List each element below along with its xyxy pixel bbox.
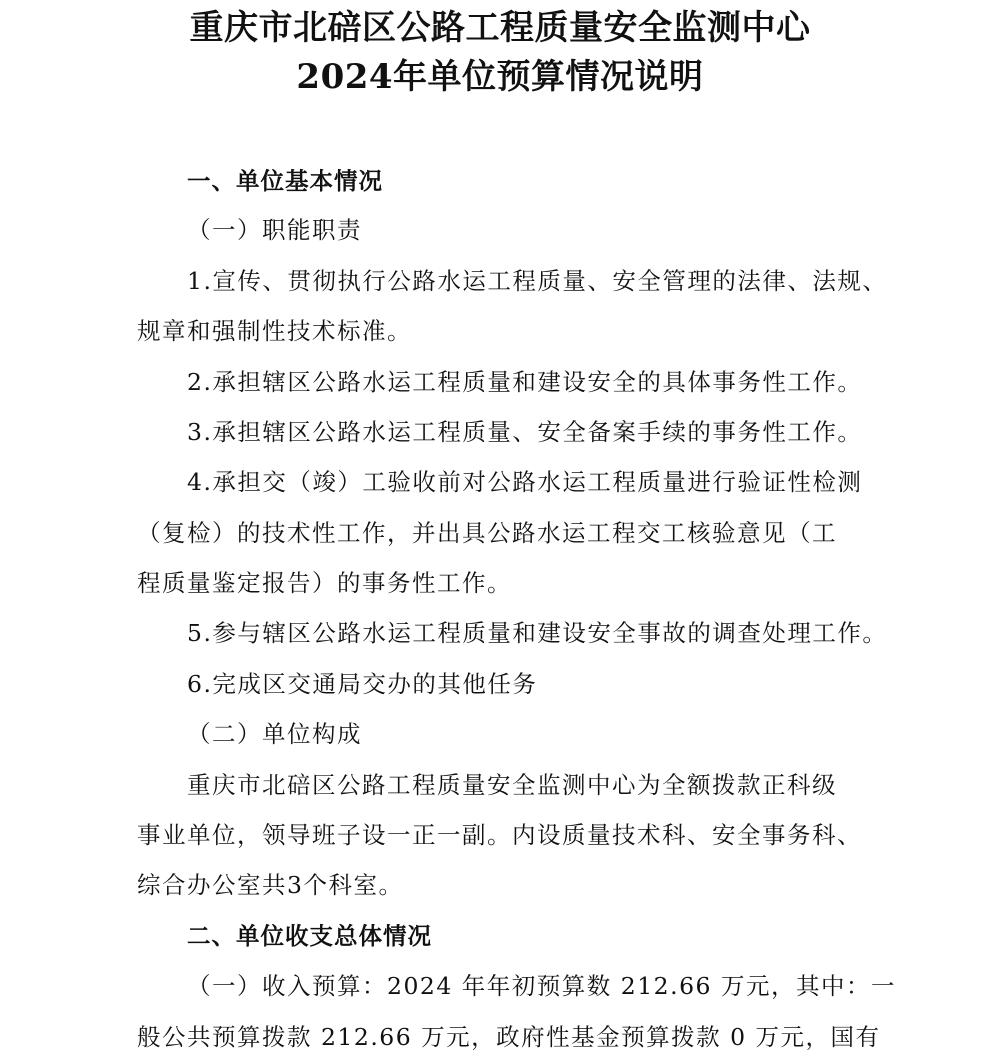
section-heading-income-expenditure: 二、单位收支总体情况 xyxy=(187,922,432,950)
paragraph-line: 5.参与辖区公路水运工程质量和建设安全事故的调查处理工作。 xyxy=(187,619,888,647)
paragraph-line: 6.完成区交通局交办的其他任务 xyxy=(187,670,538,698)
paragraph-line: 3.承担辖区公路水运工程质量、安全备案手续的事务性工作。 xyxy=(187,418,863,446)
paragraph-line: 4.承担交（竣）工验收前对公路水运工程质量进行验证性检测 xyxy=(187,468,863,496)
section-heading-basic-info: 一、单位基本情况 xyxy=(187,167,383,195)
paragraph-line: 2.承担辖区公路水运工程质量和建设安全的具体事务性工作。 xyxy=(187,368,863,396)
subsection-heading-structure: （二）单位构成 xyxy=(187,720,362,748)
paragraph-line: 般公共预算拨款 212.66 万元，政府性基金预算拨款 0 万元，国有 xyxy=(137,1023,881,1051)
paragraph-line: （一）收入预算：2024 年年初预算数 212.66 万元，其中：一 xyxy=(187,972,896,1000)
paragraph-line: 程质量鉴定报告）的事务性工作。 xyxy=(137,569,512,597)
subsection-heading-duties: （一）职能职责 xyxy=(187,216,362,244)
paragraph-line: 规章和强制性技术标准。 xyxy=(137,317,412,345)
paragraph-line: 事业单位，领导班子设一正一副。内设质量技术科、安全事务科、 xyxy=(137,821,862,849)
paragraph-line: （复检）的技术性工作，并出具公路水运工程交工核验意见（工 xyxy=(137,519,837,547)
document-title-line-1: 重庆市北碚区公路工程质量安全监测中心 xyxy=(189,8,811,48)
document-title-line-2: 2024年单位预算情况说明 xyxy=(296,57,704,97)
paragraph-line: 综合办公室共3个科室。 xyxy=(137,871,404,899)
paragraph-line: 重庆市北碚区公路工程质量安全监测中心为全额拨款正科级 xyxy=(187,771,837,799)
paragraph-line: 1.宣传、贯彻执行公路水运工程质量、安全管理的法律、法规、 xyxy=(187,267,888,295)
